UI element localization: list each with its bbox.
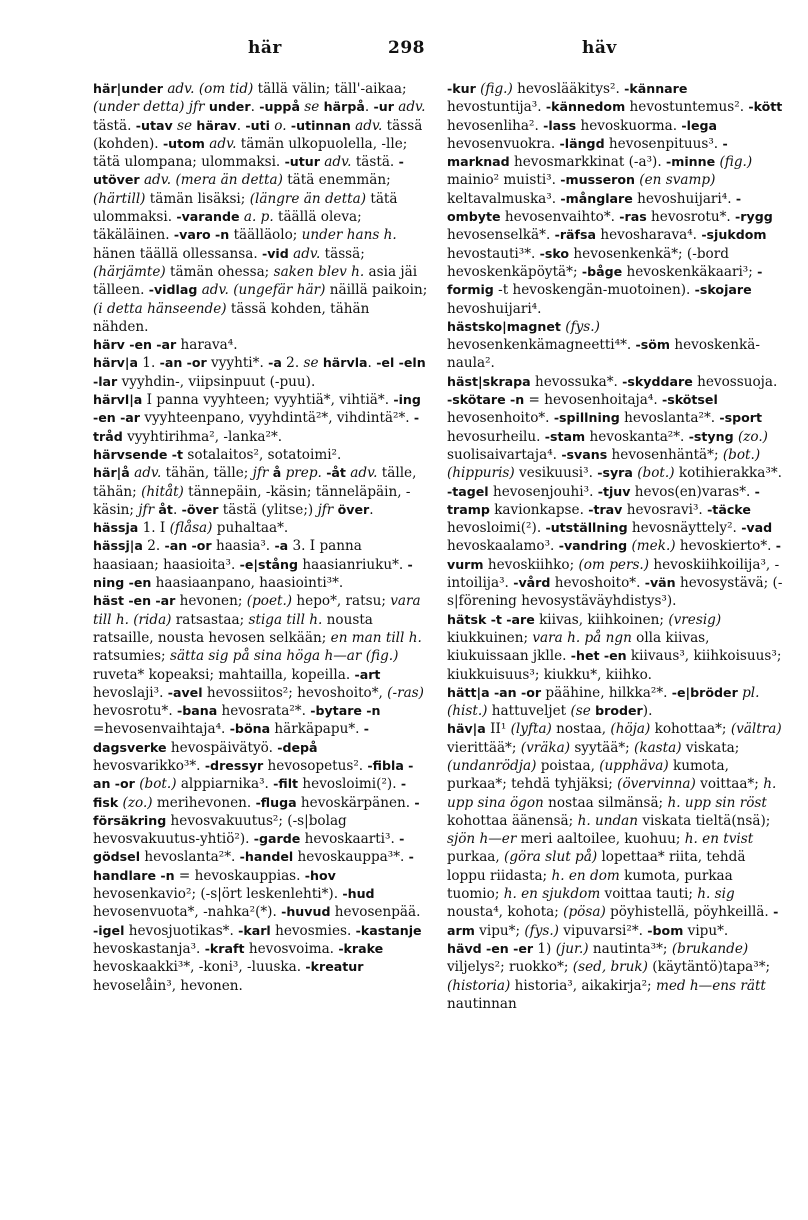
right-column [447,80,783,1013]
entry-hastskomagnet: hästsko|magnet (fys.) hevosenkenkämagneetti⁴*. -söm hevoskenkä-naula². [447,318,760,372]
entry-hassja-2: hässj|a 2. -an -or haasia³. -a 3. I panna haasiaan; haasioita³. -e|stång haasianriuku*. -ning -en haasiaanpano, haasiointi³*. [93,538,413,592]
entry-hatta: hätt|a -an -or päähine, hilkka²*. -e|bröder pl. (hist.) hattuveljet (se broder). [447,684,760,720]
entry-hassja-1: hässja 1. I (flåsa) puhaltaa*. [93,520,289,537]
entry-hara: här|å adv. tähän, tälle; jfr å prep. -åt adv. tälle, tähän; (hitåt) tännepäin, -käsin; tänneläpäin, -käsin; jfr åt. -över tästä (ylitse;) jfr över. [93,465,417,518]
entry-hast: häst -en -ar hevonen; (poet.) hepo*, ratsu; vara till h. (rida) ratsastaa; stiga till h. nousta ratsaille, nousta hevosen selkään; en man till h. ratsumies; sätta sig på sina höga h—ar (fig.) ruveta* kopeaksi; mahtailla, kopeilla. -art hevoslaji³. -avel hevossiitos²; hevoshoito*, (-ras) hevosrotu*. -bana hevosrata²*. -bytare -n =hevosenvaihtaja⁴. -böna härkäpapu*. -dagsverke hevospäivätyö. -depå hevosvarikko³*. -dressyr hevosopetus². -fibla -an -or (bot.) alppiarnika³. -filt hevosloimi(²). -fisk (zo.) merihevonen. -fluga hevoskärpänen. -försäkring hevosvakuutus²; (-s|bolag hevosvakuutus-yhtiö²). -garde hevoskaarti³. -gödsel hevoslanta²*. -handel hevoskauppa³*. -handlare -n = hevoskauppias. -hov hevosenkavio²; (-s|ört leskenlehti*). -hud hevosenvuota*, -nahka²(*). -huvud hevosenpää. -igel hevosjuotikas*. -karl hevosmies. -kastanje hevoskastanja³. -kraft hevosvoima. -krake hevoskaakki³*, -koni³, -luuska. -kreatur hevoselåin³, hevonen. [93,593,424,994]
entry-harva: härv|a 1. -an -or vyyhti*. -a 2. se härvla. -el -eln -lar vyyhdin-, viipsinpuut (-puu). [93,355,426,390]
entry-hatsk: hätsk -t -are kiivas, kiihkoinen; (vresig) kiukkuinen; vara h. på ngn olla kiivas, kiukuissaan jklle. -het -en kiivaus³, kiihkoisuus³; kiukkuisuus³; kiukku*, kiihko. [447,611,782,683]
entry-hastskrapa: häst|skrapa hevossuka*. -skyddare hevossuoja. -skötare -n = hevosenhoitaja⁴. -skötsel hevosenhoito*. -spillning hevoslanta²*. -sport hevosurheilu. -stam hevoskanta²*. -styng (zo.) suolisaivartaja⁴. -svans hevosenhäntä*; (bot.) (hippuris) vesikuusi³. -syra (bot.) kotihierakka³*. -tagel hevosenjouhi³. -tjuv hevos(en)varas*. -tramp kavionkapse. -trav hevosravi³. -täcke hevosloimi(²). -utställning hevosnäyttely². -vad hevoskaalamo³. -vandring (mek.) hevoskierto*. -vurm hevoskiihko; (om pers.) hevoskiihkoilija³, -intoilija³. -vård hevoshoito*. -vän hevosystävä; (-s|förening hevosystäväyhdistys³). [447,373,783,610]
left-column [93,80,429,995]
left-guide-word: här [248,38,282,58]
entry-harunder: här|under adv. (om tid) tällä välin; täll'-aikaa; (under detta) jfr under. -uppå se härpå. -ur adv. tästä. -utav se härav. -uti o. -utinnan adv. tässä (kohden). -utom adv. tämän ulkopuolella, -lle; tätä ulompana; ulommaksi. -utur adv. tästä. -utöver adv. (mera än detta) tätä enemmän; (härtill) tämän lisäksi; (längre än detta) tätä ulommaksi. -varande a. p. täällä oleva; täkäläinen. -varo -n täälläolo; under hans h. hänen täällä ollessansa. -vid adv. tässä; (härjämte) tämän ohessa; saken blev h. asia jäi tälleen. -vidlag adv. (ungefär här) näillä paikoin; (i detta hänseende) tässä kohden, tähän nähden. [93,81,428,335]
entry-havd: hävd -en -er 1) (jur.) nautinta³*; (brukande) viljelys²; ruokko*; (sed, bruk) (käytäntö)tapa³*; (historia) historia³, aikakirja²; med h—ens rätt nautinnan [447,940,771,1012]
entry-hava: häv|a II¹ (lyfta) nostaa, (höja) kohottaa*; (vältra) vierittää*; (vräka) syytää*; (kasta) viskata; (undanrödja) poistaa, (upphäva) kumota, purkaa*; tehdä tyhjäksi; (övervinna) voittaa*; h. upp sina ögon nostaa silmänsä; h. upp sin röst kohottaa äänensä; h. undan viskata tieltä(nsä); sjön h—er meri aaltoilee, kuohuu; h. en tvist purkaa, (göra slut på) lopettaa* riita, tehdä loppu riidasta; h. en dom kumota, purkaa tuomio; h. en sjukdom voittaa tauti; h. sig nousta⁴, kohota; (pösa) pöyhistellä, pöyhkeillä. -arm vipu*; (fys.) vipuvarsi²*. -bom vipu*. [447,721,782,939]
entry-harv: härv -en -ar harava⁴. [93,337,238,354]
entry-harvsende: härvsende -t sotalaitos², sotatoimi². [93,446,342,463]
right-guide-word: häv [582,38,617,58]
page-number: 298 [388,38,425,58]
entry-harvla: härvl|a I panna vyyhteen; vyyhtiä*, vihtiä*. -ing -en -ar vyyhteenpano, vyyhdintä²*, vihdintä²*. -tråd vyyhtirihma², -lanka²*. [93,392,421,445]
entry-hast-continued: -kur (fig.) hevoslääkitys². -kännare hevostuntija³. -kännedom hevostuntemus². -kött hevosenliha². -lass hevoskuorma. -lega hevosenvuokra. -längd hevosenpituus³. -marknad hevosmarkkinat (-a³). -minne (fig.) mainio² muisti³. -musseron (en svamp) keltavalmuska³. -månglare hevoshuijari⁴. -ombyte hevosenvaihto*. -ras hevosrotu*. -rygg hevosenselkä*. -räfsa hevosharava⁴. -sjukdom hevostauti³*. -sko hevosenkenkä*; (-bord hevoskenkäpöytä*; -båge hevoskenkäkaari³; -formig -t hevoskengän-muotoinen). -skojare hevoshuijari⁴. [447,81,783,317]
